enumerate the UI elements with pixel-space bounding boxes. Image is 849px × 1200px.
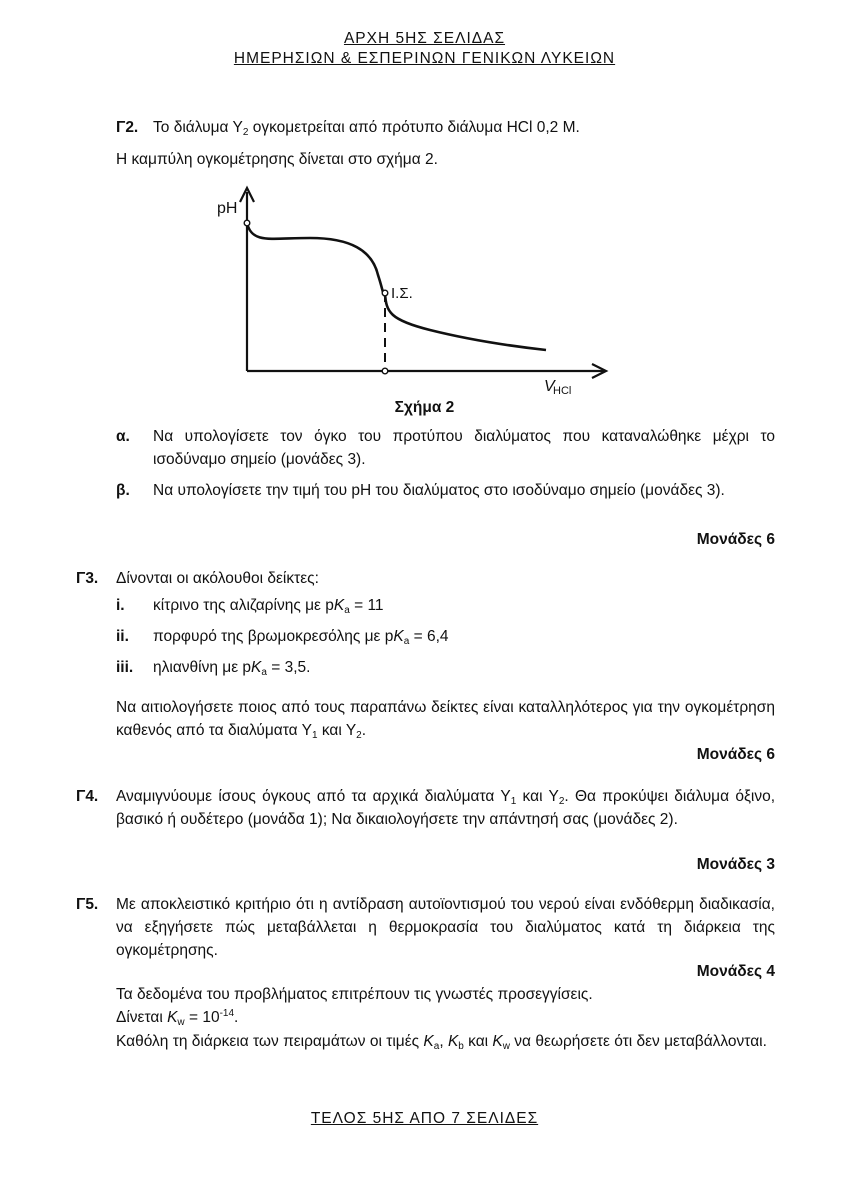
question-g5-number: Γ5.	[76, 896, 99, 913]
indicator-item-2-label: ii.	[116, 628, 129, 645]
question-g3-marks: Μονάδες 6	[696, 746, 775, 763]
question-g3-number: Γ3.	[76, 570, 99, 587]
question-g4-marks: Μονάδες 3	[696, 856, 775, 873]
equivalence-volume-marker	[382, 368, 388, 374]
notes-kw-line: Δίνεται $K_w = 10^{-14}$.	[116, 1008, 239, 1028]
question-g2-line2: Η καμπύλη ογκομέτρησης δίνεται στο σχήμα 2.	[116, 151, 438, 168]
header-line-2: ΗΜΕΡΗΣΙΩΝ & ΕΣΠΕΡΙΝΩΝ ΓΕΝΙΚΩΝ ΛΥΚΕΙΩΝ	[233, 50, 616, 67]
question-g3-paragraph: Να αιτιολογήσετε ποιος από τους παραπάνω δείκτες είναι καταλληλότερος για την ογκομέτρηση καθενός από τα διαλύματα $\Upsilon_1$ και $\Upsilon_2$.	[116, 699, 775, 741]
question-g5-text: Με αποκλειστικό κριτήριο ότι η αντίδραση αυτοϊοντισμού του νερού είναι ενδόθερμη διαδικασία, να εξηγήσετε πώς μεταβάλλεται η θερμοκρασία του διαλύματος κατά τη διάρκεια της ογκομέτρησης.	[116, 896, 775, 959]
equivalence-point-label: Ι.Σ.	[391, 285, 413, 302]
indicator-item-2-text: πορφυρό της βρωμοκρεσόλης με $pK_a = 6,4$	[153, 628, 449, 647]
question-g4-text: Αναμιγνύουμε ίσους όγκους από τα αρχικά διαλύματα $\Upsilon_1$ και $\Upsilon_2$. Θα προκύψει διάλυμα όξινο, βασικό ή ουδέτερο (μονάδα 1); Να δικαιολογήσετε την απάντησή σας (μονάδες 2).	[116, 788, 776, 828]
notes-line-1: Τα δεδομένα του προβλήματος επιτρέπουν τις γνωστές προσεγγίσεις.	[116, 986, 593, 1003]
figure-caption: Σχήμα 2	[394, 399, 455, 416]
titration-curve-figure	[200, 180, 620, 402]
y-axis-label: pH	[217, 200, 238, 217]
notes-line-3: Καθόλη τη διάρκεια των πειραμάτων οι τιμές $K_a$, $K_b$ και $K_w$ να θεωρήσετε ότι δεν μεταβάλλονται.	[116, 1033, 767, 1052]
question-g2-a-text: Να υπολογίσετε τον όγκο του προτύπου διαλύματος που καταναλώθηκε μέχρι το ισοδύναμο σημείο (μονάδες 3).	[153, 428, 775, 468]
question-g2-b-text: Να υπολογίσετε την τιμή του pH του διαλύματος στο ισοδύναμο σημείο (μονάδες 3).	[153, 482, 725, 499]
header-line-1: ΑΡΧΗ 5ΗΣ ΣΕΛΙΔΑΣ	[343, 30, 506, 47]
question-g2-a-label: α.	[116, 428, 130, 445]
footer: ΤΕΛΟΣ 5ΗΣ ΑΠΟ 7 ΣΕΛΙΔΕΣ	[310, 1110, 539, 1127]
question-g2-marks: Μονάδες 6	[696, 531, 775, 548]
question-g5-marks: Μονάδες 4	[696, 963, 775, 980]
indicator-item-1-text: κίτρινο της αλιζαρίνης με $pK_a = 11$	[153, 597, 384, 616]
x-axis-label: V	[544, 378, 555, 395]
question-g2-b-label: β.	[116, 482, 130, 499]
equivalence-point-marker	[382, 290, 388, 296]
indicator-item-3-text: ηλιανθίνη με $pK_a = 3,5$.	[153, 659, 311, 678]
question-g3-intro: Δίνονται οι ακόλουθοι δείκτες:	[116, 570, 319, 587]
question-g2-number: Γ2.	[116, 119, 139, 136]
question-g4-number: Γ4.	[76, 788, 99, 805]
question-g2-line1: Το διάλυμα $\Upsilon_2$ ογκομετρείται από πρότυπο διάλυμα HCl 0,2 Μ.	[153, 119, 580, 138]
indicator-item-1-label: i.	[116, 597, 125, 614]
start-point-marker	[244, 220, 250, 226]
indicator-item-3-label: iii.	[116, 659, 134, 676]
x-axis-label-subscript: HCl	[553, 385, 572, 397]
